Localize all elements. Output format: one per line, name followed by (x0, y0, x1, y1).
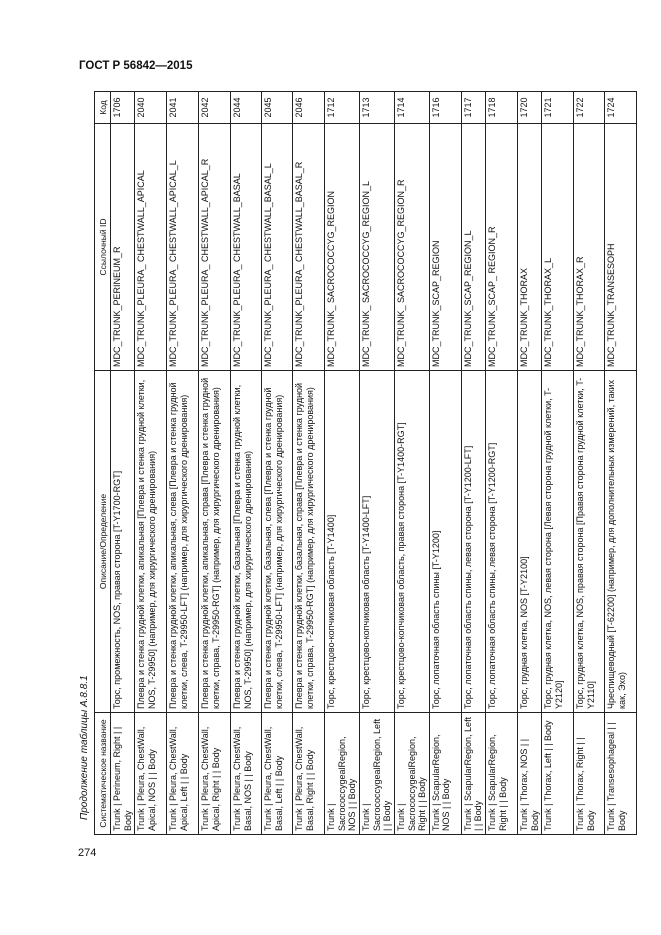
cell-code: 1721 (542, 92, 574, 124)
cell-systematic-name: Trunk | Perineum, Right | | Body (111, 713, 135, 835)
cell-reference-id: MDC_TRUNK_PLEURA_ CHESTWALL_APICAL_L (167, 124, 199, 371)
cell-description: Торс, грудная клетка, NOS, правая сторона [Правая сторона грудной клетки, T-Y2110] (574, 371, 605, 713)
cell-code: 2041 (167, 92, 199, 124)
table-body (111, 92, 637, 835)
page-header: ГОСТ Р 56842—2015 (79, 60, 193, 72)
cell-description: Плевра и стенка грудной клетки, апикальная [Плевра и стенка грудной клетки, NOS, T-29950] (например, для хирургического дренирования) (135, 371, 167, 713)
cell-description: Плевра и стенка грудной клетки, базальная [Плевра и стенка грудной клетки, NOS, T-29950] (например, для хирургического дренирования) (231, 371, 262, 713)
cell-description: Торс, грудная клетка, NOS [T-Y2100] (517, 371, 541, 713)
cell-description: Торс, крестцово-копчиковая область [T-Y1400-LFT] (360, 371, 395, 713)
cell-description: Торс, лопаточная область спины, левая сторона [T-Y1200-LFT] (461, 371, 485, 713)
cell-code: 1706 (111, 92, 135, 124)
cell-systematic-name: Trunk | SacrococcygealRegion, Right | | Body (394, 713, 429, 835)
cell-reference-id: MDC_TRUNK_SCAP_REGION_L (461, 124, 485, 371)
table-row (542, 92, 574, 835)
cell-code: 1724 (605, 92, 637, 124)
cell-reference-id: MDC_TRUNK_ SACROCOCCYG_REGION_R (394, 124, 429, 371)
cell-description: Торс, лопаточная область спины [T-Y1200] (429, 371, 461, 713)
column-header-code: Код (95, 92, 111, 124)
cell-reference-id: MDC_TRUNK_PLEURA_ CHESTWALL_BASAL_R (293, 124, 325, 371)
page-number: 274 (78, 847, 97, 859)
cell-reference-id: MDC_TRUNK_ SACROCOCCYG_REGION (325, 124, 360, 371)
cell-reference-id: MDC_TRUNK_PLEURA_ CHESTWALL_APICAL_R (199, 124, 231, 371)
cell-reference-id: MDC_TRUNK_PLEURA_ CHESTWALL_BASAL_L (262, 124, 293, 371)
cell-systematic-name: Trunk | SacrococcygealRegion, NOS | | Body (325, 713, 360, 835)
cell-description: Торс, грудная клетка, NOS, левая сторона [Левая сторона грудной клетки, T-Y2120] (542, 371, 574, 713)
cell-systematic-name: Trunk | Pleura, ChestWall, Basal, Right | | Body (293, 713, 325, 835)
cell-systematic-name: Trunk | Pleura, ChestWall, Apical, NOS | | Body (135, 713, 167, 835)
cell-reference-id: MDC_TRUNK_PERINEUM_R (111, 124, 135, 371)
cell-systematic-name: Trunk | Thorax, Right | | Body (574, 713, 605, 835)
column-header-description: Описание/Определение (95, 371, 111, 713)
cell-systematic-name: Trunk | ScapularRegion, Left | | Body (461, 713, 485, 835)
cell-systematic-name: Trunk | Pleura, ChestWall, Apical, Left | | Body (167, 713, 199, 835)
table-row (394, 92, 429, 835)
table-header-row (95, 92, 111, 835)
cell-code: 2046 (293, 92, 325, 124)
cell-description: Торс, промежность, NOS, правая сторона [T-Y1700-RGT] (111, 371, 135, 713)
cell-code: 1713 (360, 92, 395, 124)
cell-code: 1720 (517, 92, 541, 124)
cell-code: 1717 (461, 92, 485, 124)
table-row (517, 92, 541, 835)
table-row (429, 92, 461, 835)
cell-systematic-name: Trunk | SacrococcygealRegion, Left | | Body (360, 713, 395, 835)
cell-systematic-name: Trunk | Thorax, Left | | Body (542, 713, 574, 835)
cell-code: 2044 (231, 92, 262, 124)
cell-description: Торс, крестцово-копчиковая область [T-Y1400] (325, 371, 360, 713)
table-row (199, 92, 231, 835)
cell-systematic-name: Trunk | Pleura, ChestWall, Basal, NOS | | Body (231, 713, 262, 835)
cell-reference-id: MDC_TRUNK_THORAX_L (542, 124, 574, 371)
cell-systematic-name: Trunk | ScapularRegion, NOS | | Body (429, 713, 461, 835)
cell-description: Плевра и стенка грудной клетки, апикальная, справа [Плевра и стенка грудной клетки, справа, T-29950-RGT] (например, для хирургического дренирования) (199, 371, 231, 713)
table-row (293, 92, 325, 835)
cell-reference-id: MDC_TRUNK_SCAP_ REGION_R (485, 124, 517, 371)
column-header-systematic: Систематическое название (95, 713, 111, 835)
table-row (325, 92, 360, 835)
cell-description: Торс, крестцово-копчиковая область, правая сторона [T-Y1400-RGT] (394, 371, 429, 713)
cell-code: 2045 (262, 92, 293, 124)
rotated-table-wrapper (94, 92, 627, 835)
cell-code: 1722 (574, 92, 605, 124)
table-row (485, 92, 517, 835)
table-row (360, 92, 395, 835)
table-row (605, 92, 637, 835)
cell-reference-id: MDC_TRUNK_PLEURA_ CHESTWALL_APICAL (135, 124, 167, 371)
cell-systematic-name: Trunk | Transesophageal | | Body (605, 713, 637, 835)
column-header-reference-id: Ссылочный ID (95, 124, 111, 371)
table-row (262, 92, 293, 835)
cell-code: 1718 (485, 92, 517, 124)
cell-reference-id: MDC_TRUNK_THORAX_R (574, 124, 605, 371)
cell-code: 1716 (429, 92, 461, 124)
cell-reference-id: MDC_TRUNK_ SACROCOCCYG_REGION_L (360, 124, 395, 371)
cell-reference-id: MDC_TRUNK_TRANSESOPH (605, 124, 637, 371)
cell-reference-id: MDC_TRUNK_SCAP_REGION (429, 124, 461, 371)
table-caption: Продолжение таблицы А.8.8.1 (79, 675, 90, 820)
cell-reference-id: MDC_TRUNK_PLEURA_ CHESTWALL_BASAL (231, 124, 262, 371)
table-row (135, 92, 167, 835)
cell-code: 1712 (325, 92, 360, 124)
cell-code: 1714 (394, 92, 429, 124)
data-table (94, 91, 637, 835)
table-row (461, 92, 485, 835)
cell-systematic-name: Trunk | Thorax, NOS | | Body (517, 713, 541, 835)
cell-systematic-name: Trunk | Pleura, ChestWall, Basal, Left | | Body (262, 713, 293, 835)
table-row (574, 92, 605, 835)
cell-code: 2042 (199, 92, 231, 124)
cell-code: 2040 (135, 92, 167, 124)
cell-description: Плевра и стенка грудной клетки, базальная, справа [Плевра и стенка грудной клетки, справа, T-29950-RGT] (например, для хирургического дренирования) (293, 371, 325, 713)
cell-systematic-name: Trunk | Pleura, ChestWall, Apical, Right | | Body (199, 713, 231, 835)
cell-description: Плевра и стенка грудной клетки, базальная, слева [Плевра и стенка грудной клетки, слева, T-29950-LFT] (например, для хирургического дренирования) (262, 371, 293, 713)
cell-reference-id: MDC_TRUNK_THORAX (517, 124, 541, 371)
cell-description: Плевра и стенка грудной клетки, апикальная, слева [Плевра и стенка грудной клетки, слева, T-29950-LFT] (например, для хирургического дренирования) (167, 371, 199, 713)
cell-systematic-name: Trunk | ScapularRegion, Right | | Body (485, 713, 517, 835)
table-row (231, 92, 262, 835)
table-row (167, 92, 199, 835)
cell-description: Чреспищеводный [T-62200] (например, для дополнительных измерений, таких как, Эхо) (605, 371, 637, 713)
table-row (111, 92, 135, 835)
cell-description: Торс, лопаточная область спины, левая сторона [T-Y1200-RGT] (485, 371, 517, 713)
